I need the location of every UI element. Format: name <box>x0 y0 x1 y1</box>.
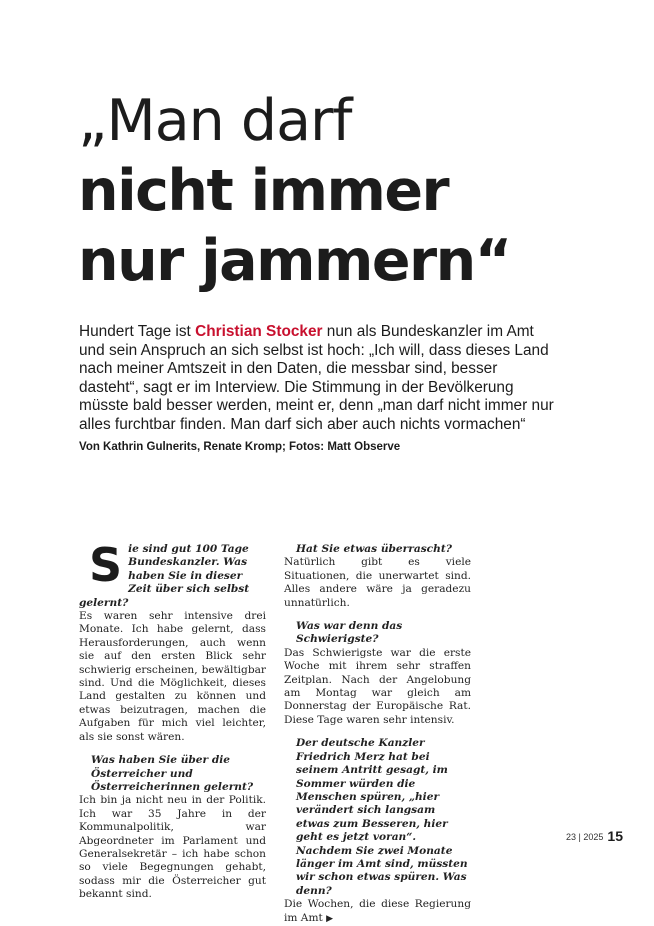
question-paragraph: Was war denn das Schwierigste? <box>296 620 403 646</box>
question-paragraph: Hat Sie etwas überrascht? <box>296 543 452 555</box>
drop-cap: S <box>89 538 123 592</box>
answer-paragraph: Das Schwierigste war die erste Woche mit ihrem sehr straffen Zeitplan. Nach der Angelobung am Montag war gleich am Donnerstag der Europäische Rat. Diese Tage waren sehr intensiv. <box>284 646 471 726</box>
headline-line-3: nur jammern“ <box>78 228 511 294</box>
text-column-right <box>284 543 471 926</box>
answer-paragraph: Natürlich gibt es viele Situationen, die unerwartet sind. Alles andere wäre ja geradezu unnatürlich. <box>284 556 471 609</box>
lead-paragraph <box>79 323 559 435</box>
intro-question: ie sind gut 100 Tage Bundeskanzler. Was haben Sie in dieser Zeit über sich selbst gelernt? <box>79 543 250 609</box>
headline <box>78 86 511 296</box>
question-paragraph: Der deutsche Kanzler Friedrich Merz hat bei seinem Antritt gesagt, im Sommer würden die Menschen spüren, „hier verändert sich langsam etwas zum Besseren, hier geht es jetzt voran“. Nachdem Sie zwei Monate länger im Amt sind, müssten wir schon etwas spüren. Was denn? <box>296 737 468 897</box>
text-column-left <box>79 538 266 902</box>
lead-text-after: nun als Bundeskanzler im Amt und sein Anspruch an sich selbst ist hoch: „Ich will, dass dieses Land nach meiner Amtszeit in den Daten, die messbar sind, besser dasteht“, sagt er im Interview. Die Stimmung in der Bevölkerung müsste bald besser werden, meint er, denn „man darf nicht immer nur alles furchtbar finden. Man darf sich aber auch nichts vormachen“ <box>79 323 554 433</box>
continue-arrow-icon: ▶ <box>326 913 334 924</box>
headline-line-2: nicht immer <box>78 158 449 224</box>
answer-text: Die Wochen, die diese Regierung im Amt <box>284 898 471 924</box>
question-paragraph: Was haben Sie über die Österreicher und Österreicherinnen gelernt? <box>91 754 254 793</box>
byline: Von Kathrin Gulnerits, Renate Kromp; Fotos: Matt Observe <box>79 441 401 453</box>
answer-paragraph: Ich bin ja nicht neu in der Politik. Ich war 35 Jahre in der Kommunalpolitik, war Abgeordneter im Parlament und Generalsekretär – ich habe schon so viele Begegnungen gehabt, sodass mir die Österreicher gut bekannt sind. <box>79 794 266 901</box>
answer-paragraph: Es waren sehr intensive drei Monate. Ich habe gelernt, dass Herausforderungen, auch wenn sie auf den ersten Blick sehr schwierig erscheinen, bewältigbar sind. Und die Möglichkeit, dieses Land gestalten zu können und etwas beizutragen, machen die Aufgaben für mich viel leichter, als sie sonst wären. <box>79 610 266 743</box>
answer-paragraph-continued <box>284 898 471 926</box>
issue-number: 23 | 2025 <box>566 832 604 842</box>
lead-highlighted-name: Christian Stocker <box>195 323 323 340</box>
headline-line-1: „Man darf <box>78 88 352 154</box>
page-folio <box>566 828 623 844</box>
lead-text-before: Hundert Tage ist <box>79 323 196 340</box>
page-number: 15 <box>607 828 623 844</box>
